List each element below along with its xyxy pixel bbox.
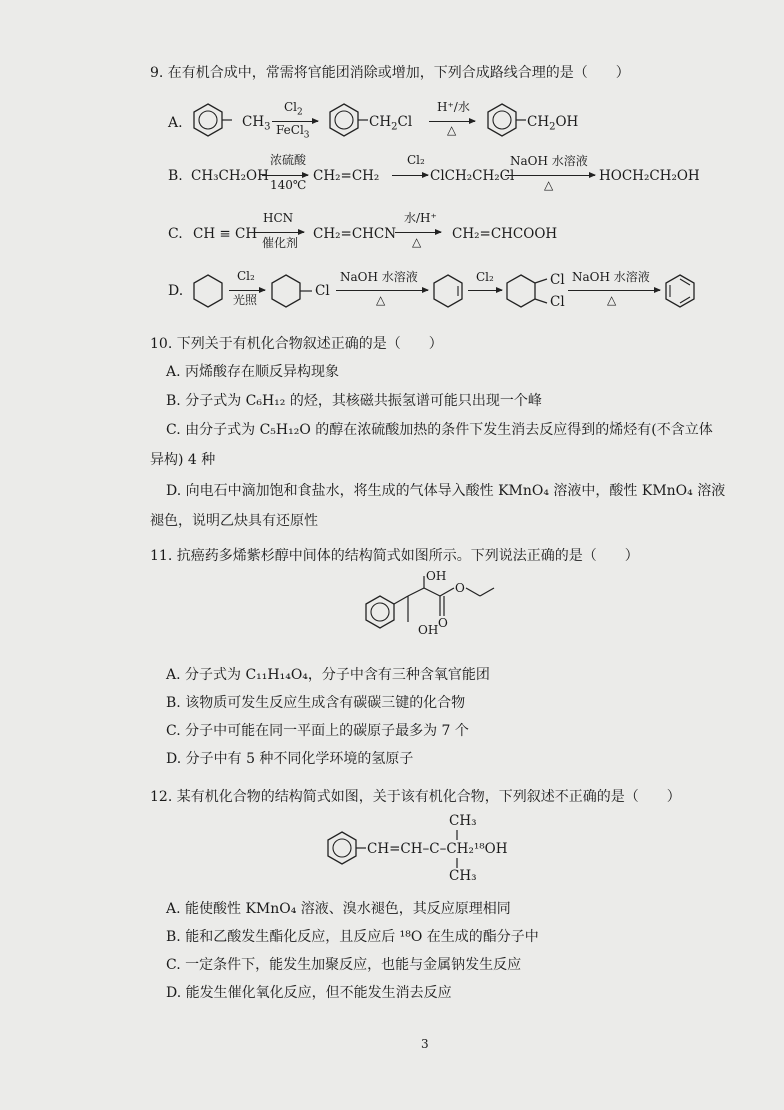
q9a-product2: $CH_2OH$ bbox=[527, 114, 579, 133]
q9c-arrow1-bottom: 催化剂 bbox=[262, 236, 299, 250]
q12-option-a: A. 能使酸性 KMnO₄ 溶液、溴水褪色，其反应原理相同 bbox=[166, 901, 511, 917]
q9c-product2: CH₂=CHCOOH bbox=[452, 226, 558, 242]
reaction-arrow bbox=[568, 290, 660, 291]
q9d-arrow4-top: NaOH 水溶液 bbox=[572, 270, 650, 284]
q12-option-b: B. 能和乙酸发生酯化反应，且反应后 ¹⁸O 在生成的酯分子中 bbox=[166, 929, 539, 945]
benzene-ring-icon bbox=[662, 270, 702, 314]
q12-main-chain: CH=CH–C–CH₂¹⁸OH bbox=[367, 841, 508, 857]
q10-option-d-line2: 褪色，说明乙炔具有还原性 bbox=[150, 513, 318, 529]
reaction-arrow bbox=[272, 121, 318, 122]
q11-o-ester: O bbox=[455, 581, 465, 595]
q10-option-c-line1: C. 由分子式为 C₅H₁₂O 的醇在浓硫酸加热的条件下发生消去反应得到的烯烃有(不含立体 bbox=[166, 422, 713, 438]
q9d-arrow2-bottom: △ bbox=[376, 293, 386, 307]
chlorocyclohexane-ring-icon bbox=[268, 272, 318, 312]
q9-option-c-label: C. bbox=[168, 226, 183, 242]
q11-stem: 11. 抗癌药多烯紫杉醇中间体的结构简式如图所示。下列说法正确的是（ ） bbox=[150, 548, 639, 564]
q9b-product3: HOCH₂CH₂OH bbox=[599, 168, 700, 184]
q9d-arrow3-top: Cl₂ bbox=[476, 270, 494, 284]
q9a-arrow1-top: $Cl_2$ bbox=[284, 100, 303, 118]
q9d-arrow4-bottom: △ bbox=[607, 293, 617, 307]
q11-option-c: C. 分子中可能在同一平面上的碳原子最多为 7 个 bbox=[166, 723, 469, 739]
q12-stem: 12. 某有机化合物的结构简式如图，关于该有机化合物，下列叙述不正确的是（ ） bbox=[150, 789, 681, 805]
q9-stem: 9. 在有机合成中，常需将官能团消除或增加，下列合成路线合理的是（ ） bbox=[150, 65, 630, 81]
reaction-arrow bbox=[468, 290, 502, 291]
q9-option-d-label: D. bbox=[168, 283, 184, 299]
q12-option-d: D. 能发生催化氧化反应，但不能发生消去反应 bbox=[166, 985, 452, 1001]
q11-oh-bottom: OH bbox=[418, 623, 439, 637]
q9c-arrow2-bottom: △ bbox=[412, 235, 422, 249]
q9a-reactant-ch3: $CH_3$ bbox=[242, 114, 271, 133]
q10-option-c-line2: 异构) 4 种 bbox=[150, 452, 216, 468]
q11-o-carbonyl: O bbox=[438, 616, 448, 630]
q11-option-a: A. 分子式为 C₁₁H₁₄O₄，分子中含有三种含氧官能团 bbox=[166, 667, 490, 683]
q9d-product3-cl1: Cl bbox=[550, 272, 565, 288]
reaction-arrow bbox=[392, 175, 428, 176]
reaction-arrow bbox=[505, 175, 595, 176]
q9d-arrow2-top: NaOH 水溶液 bbox=[340, 270, 418, 284]
q9c-reactant: CH ≡ CH bbox=[193, 226, 258, 242]
q9d-product1-cl: Cl bbox=[315, 283, 330, 299]
reaction-arrow bbox=[336, 290, 428, 291]
q9b-arrow1-bottom: 140℃ bbox=[270, 178, 307, 192]
q9b-reactant: CH₃CH₂OH bbox=[191, 168, 269, 184]
q9a-arrow2-bottom: △ bbox=[447, 123, 457, 137]
q9a-arrow2-top: H⁺/水 bbox=[437, 100, 470, 114]
q9a-arrow1-bottom: FeCl$_3$ bbox=[276, 123, 310, 141]
q9a-product1: $CH_2Cl$ bbox=[369, 114, 413, 133]
q12-quaternary-bonds bbox=[452, 826, 462, 870]
q10-stem: 10. 下列关于有机化合物叙述正确的是（ ） bbox=[150, 336, 443, 352]
cyclohexene-ring-icon bbox=[430, 272, 466, 312]
q9d-arrow1-bottom: 光照 bbox=[233, 293, 258, 307]
q9b-arrow3-top: NaOH 水溶液 bbox=[510, 154, 588, 168]
page-number: 3 bbox=[421, 1037, 429, 1051]
benzene-ring-icon bbox=[190, 100, 240, 148]
reaction-arrow bbox=[262, 175, 308, 176]
q9b-arrow2-top: Cl₂ bbox=[407, 153, 425, 167]
reaction-arrow bbox=[429, 121, 475, 122]
q10-option-a: A. 丙烯酸存在顺反异构现象 bbox=[166, 364, 340, 380]
q9b-product1: CH₂=CH₂ bbox=[313, 168, 380, 184]
q9c-arrow1-top: HCN bbox=[263, 211, 294, 225]
q11-option-d: D. 分子中有 5 种不同化学环境的氢原子 bbox=[166, 751, 414, 767]
q9b-product2: ClCH₂CH₂Cl bbox=[430, 168, 515, 184]
reaction-arrow bbox=[254, 232, 304, 233]
reaction-arrow bbox=[395, 232, 441, 233]
q9c-product1: CH₂=CHCN bbox=[313, 226, 397, 242]
q9b-arrow1-top: 浓硫酸 bbox=[270, 153, 307, 167]
q9c-arrow2-top: 水/H⁺ bbox=[404, 211, 437, 225]
q9-option-b-label: B. bbox=[168, 168, 183, 184]
q12-option-c: C. 一定条件下，能发生加聚反应，也能与金属钠发生反应 bbox=[166, 957, 522, 973]
cyclohexane-ring-icon bbox=[190, 272, 226, 312]
q9b-arrow3-bottom: △ bbox=[544, 178, 554, 192]
q10-option-d-line1: D. 向电石中滴加饱和食盐水，将生成的气体导入酸性 KMnO₄ 溶液中，酸性 KMnO₄ 溶液 bbox=[166, 483, 726, 499]
q11-oh-top: OH bbox=[426, 569, 447, 583]
q9d-arrow1-top: Cl₂ bbox=[237, 269, 255, 283]
reaction-arrow bbox=[229, 290, 265, 291]
q12-ch3-top: CH₃ bbox=[449, 813, 477, 829]
q9d-product3-cl2: Cl bbox=[550, 294, 565, 310]
q10-option-b: B. 分子式为 C₆H₁₂ 的烃，其核磁共振氢谱可能只出现一个峰 bbox=[166, 393, 542, 409]
q9-option-a-label: A. bbox=[168, 115, 183, 131]
q12-ch3-bottom: CH₃ bbox=[449, 868, 477, 884]
q11-option-b: B. 该物质可发生反应生成含有碳碳三键的化合物 bbox=[166, 695, 466, 711]
